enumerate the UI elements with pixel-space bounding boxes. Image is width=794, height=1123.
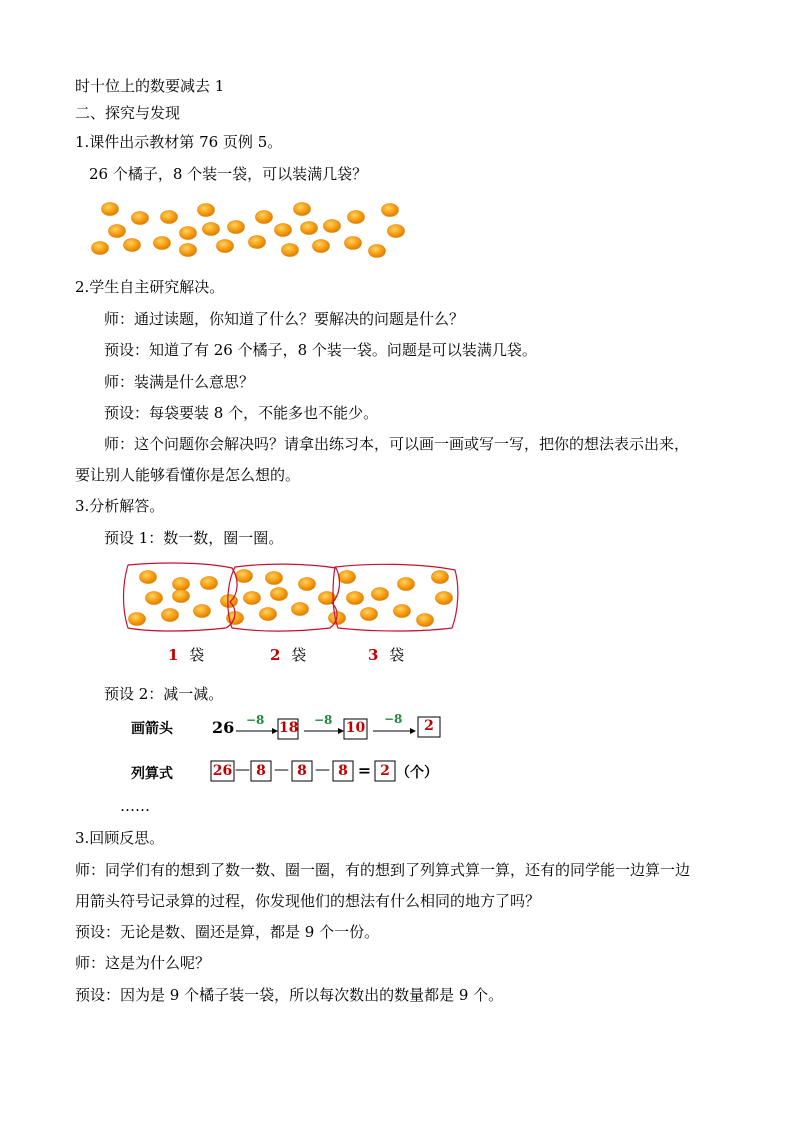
orange-icon <box>249 236 266 249</box>
text-line: 预设 2：减一减。 <box>104 685 224 703</box>
arrow-result-1: 18 <box>279 720 299 736</box>
orange-icon <box>203 223 220 236</box>
step-label-1: −8 <box>246 713 265 727</box>
orange-icon <box>372 588 389 601</box>
orange-icon <box>146 592 163 605</box>
orange-icon <box>301 222 318 235</box>
orange-icon <box>361 608 378 621</box>
step-label-3: −8 <box>384 712 403 726</box>
orange-icon <box>282 244 299 257</box>
problem-text: 26 个橘子，8 个装一袋，可以装满几袋？ <box>89 165 368 183</box>
section-heading: 3.回顾反思。 <box>75 829 165 847</box>
orange-icon <box>260 608 277 621</box>
bag-circle-2 <box>228 564 340 631</box>
section-heading: 3.分析解答。 <box>75 497 165 515</box>
arrow-result-2: 10 <box>345 720 366 736</box>
bag-unit: 袋 <box>189 646 205 664</box>
text-line: 时十位上的数要减去 1 <box>75 77 225 95</box>
bag-unit: 袋 <box>291 646 307 664</box>
orange-icon <box>236 570 253 583</box>
equals-sign: = <box>357 761 372 780</box>
equation-term-4: 8 <box>338 763 348 779</box>
text-line: 师：通过读题，你知道了什么？要解决的问题是什么？ <box>104 310 465 328</box>
equation-term-1: 26 <box>212 763 233 779</box>
orange-icon <box>417 614 434 627</box>
orange-icon <box>173 578 190 591</box>
orange-icon <box>348 211 365 224</box>
equation-term-3: 8 <box>297 763 307 779</box>
minus-sign: — <box>315 760 330 778</box>
orange-group-26 <box>92 203 405 258</box>
orange-icon <box>201 577 218 590</box>
text-line: 预设：无论是数、圈还是算，都是 9 个一份。 <box>75 923 380 941</box>
orange-icon <box>339 571 356 584</box>
arrow-result-3: 2 <box>424 718 434 734</box>
orange-icon <box>266 572 283 585</box>
bag-number: 1 <box>168 646 179 664</box>
text-line: 师：这个问题你会解决吗？请拿出练习本，可以画一画或写一写，把你的想法表示出来， <box>104 435 690 453</box>
orange-icon <box>382 204 399 217</box>
orange-icon <box>329 612 346 625</box>
orange-icon <box>129 613 146 626</box>
orange-icon <box>161 211 178 224</box>
ellipsis: …… <box>120 797 150 815</box>
orange-icon <box>313 240 330 253</box>
orange-icon <box>180 244 197 257</box>
equation-result: 2 <box>380 763 390 779</box>
orange-icon <box>194 605 211 618</box>
orange-icon <box>347 592 364 605</box>
text-line: 师：这是为什么呢？ <box>75 954 211 972</box>
orange-icon <box>292 603 309 616</box>
text-line: 师：同学们有的想到了数一数、圈一圈，有的想到了列算式算一算，还有的同学能一边算一边 <box>75 861 691 879</box>
section-heading: 二、探究与发现 <box>75 104 181 122</box>
orange-icon <box>124 239 141 252</box>
bag-unit: 袋 <box>389 646 405 664</box>
bag-number: 3 <box>368 646 379 664</box>
equation-label: 列算式 <box>131 766 173 782</box>
minus-sign: — <box>235 760 250 778</box>
orange-icon <box>227 612 244 625</box>
text-line: 师：装满是什么意思？ <box>104 373 255 391</box>
orange-icon <box>109 225 126 238</box>
equation-unit: （个） <box>396 765 438 781</box>
orange-icon <box>394 605 411 618</box>
bag-label-1 <box>168 644 204 665</box>
orange-icon <box>436 592 453 605</box>
step-label-2: −8 <box>314 713 333 727</box>
orange-icon <box>275 224 292 237</box>
bag-circle-1 <box>124 563 238 631</box>
text-line: 预设：因为是 9 个橘子装一袋，所以每次数出的数量都是 9 个。 <box>75 986 504 1004</box>
orange-icon <box>217 240 234 253</box>
orange-icon <box>162 609 179 622</box>
bag-circle-3 <box>333 564 458 631</box>
bag-label-3 <box>368 644 404 665</box>
text-line: 1.课件出示教材第 76 页例 5。 <box>75 133 283 151</box>
orange-icon <box>198 204 215 217</box>
orange-icon <box>432 571 449 584</box>
orange-icon <box>398 578 415 591</box>
bag-number: 2 <box>270 646 281 664</box>
orange-icon <box>221 595 238 608</box>
orange-icon <box>388 225 405 238</box>
orange-icon <box>244 592 261 605</box>
orange-icon <box>369 245 386 258</box>
text-line: 用箭头符号记录算的过程，你发现他们的想法有什么相同的地方了吗？ <box>75 892 541 910</box>
text-line: 预设 1：数一数，圈一圈。 <box>104 529 284 547</box>
orange-icon <box>345 237 362 250</box>
orange-icon <box>271 588 288 601</box>
arrow-start-number: 26 <box>212 718 235 737</box>
orange-group-circled <box>129 570 453 627</box>
orange-icon <box>132 212 149 225</box>
text-line: 2.学生自主研究解决。 <box>75 278 225 296</box>
orange-icon <box>180 227 197 240</box>
orange-icon <box>299 578 316 591</box>
orange-icon <box>102 203 119 216</box>
orange-icon <box>154 237 171 250</box>
text-line: 要让别人能够看懂你是怎么想的。 <box>75 466 301 484</box>
orange-icon <box>324 220 341 233</box>
orange-icon <box>173 590 190 603</box>
orange-icon <box>140 571 157 584</box>
orange-icon <box>294 203 311 216</box>
orange-icon <box>319 592 336 605</box>
orange-icon <box>92 242 109 255</box>
minus-sign: — <box>274 760 289 778</box>
arrow-diagram-label: 画箭头 <box>131 721 173 737</box>
orange-icon <box>256 211 273 224</box>
text-line: 预设：每袋要装 8 个，不能多也不能少。 <box>104 404 379 422</box>
orange-icon <box>228 221 245 234</box>
text-line: 预设：知道了有 26 个橘子，8 个装一袋。问题是可以装满几袋。 <box>104 341 537 359</box>
bag-label-2 <box>270 644 306 665</box>
equation-term-2: 8 <box>256 763 266 779</box>
